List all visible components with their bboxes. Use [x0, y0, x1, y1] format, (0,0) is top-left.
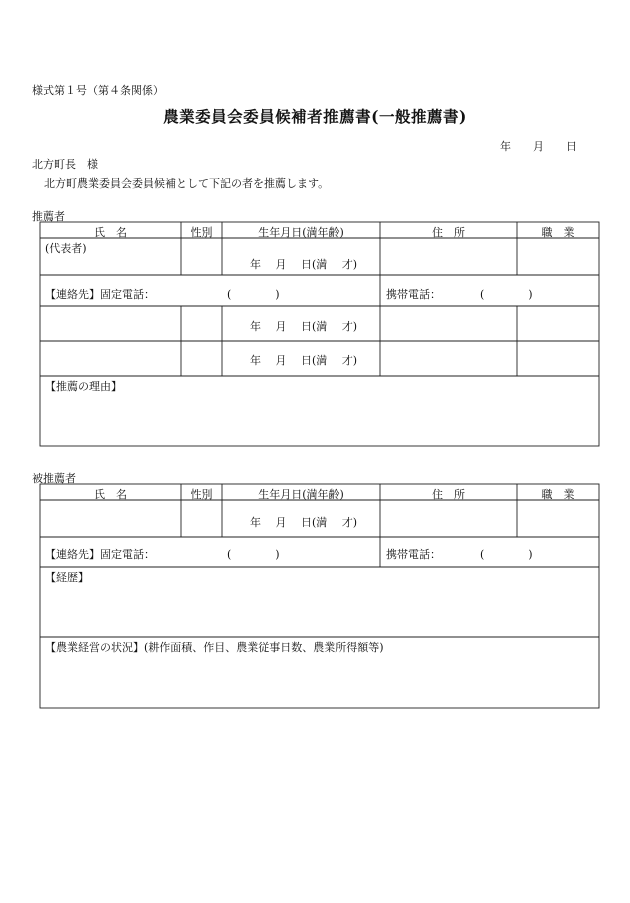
mobile-paren: ( ): [480, 548, 533, 561]
birth-value: 年 月 日(満 才): [250, 354, 358, 367]
header-name: 氏 名: [94, 226, 127, 239]
contact-label: 【連絡先】固定電話：: [45, 548, 155, 561]
career-label: 【経歴】: [45, 571, 89, 584]
header-address: 住 所: [432, 488, 465, 501]
date-line: 年 月 日: [500, 140, 577, 153]
header-birth: 生年月日(満年齢): [258, 488, 344, 501]
contact-paren: ( ): [227, 288, 280, 301]
birth-value: 年 月 日(満 才): [250, 320, 358, 333]
statement: 北方町農業委員会委員候補として下記の者を推薦します。: [44, 177, 330, 190]
contact-label: 【連絡先】固定電話：: [45, 288, 155, 301]
birth-value: 年 月 日(満 才): [250, 258, 358, 271]
header-sex: 性別: [190, 488, 213, 501]
mobile-paren: ( ): [480, 288, 533, 301]
mobile-label: 携帯電話：: [386, 288, 441, 301]
page-title: 農業委員会委員候補者推薦書(一般推薦書): [163, 107, 467, 126]
contact-paren: ( ): [227, 548, 280, 561]
mobile-label: 携帯電話：: [386, 548, 441, 561]
header-address: 住 所: [432, 226, 465, 239]
candidate-section-label: 被推薦者: [32, 472, 76, 485]
addressee: 北方町長 様: [32, 158, 98, 171]
representative-label: (代表者): [45, 242, 87, 255]
header-name: 氏 名: [94, 488, 127, 501]
header-job: 職 業: [541, 488, 575, 501]
header-job: 職 業: [541, 226, 575, 239]
header-sex: 性別: [190, 226, 213, 239]
recommender-section-label: 推薦者: [32, 210, 65, 223]
birth-value: 年 月 日(満 才): [250, 516, 358, 529]
form-number: 様式第１号（第４条関係）: [32, 84, 164, 97]
reason-label: 【推薦の理由】: [45, 380, 122, 393]
header-birth: 生年月日(満年齢): [258, 226, 344, 239]
farming-status-label: 【農業経営の状況】(耕作面積、作目、農業従事日数、農業所得額等): [45, 641, 384, 654]
